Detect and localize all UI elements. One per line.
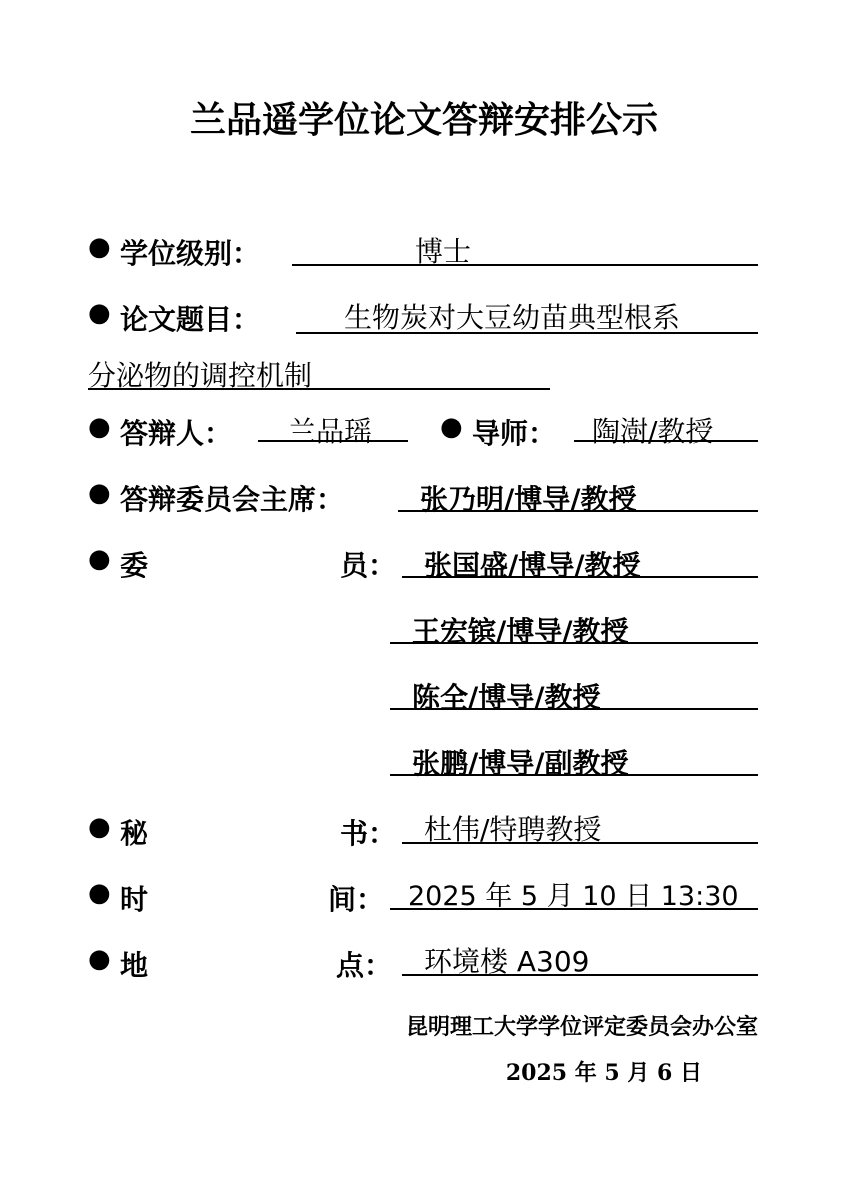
- time-value: 2025 年 5 月 10 日 13:30: [408, 881, 739, 912]
- place-underline: [402, 974, 758, 976]
- time-label-left: 时: [120, 883, 149, 916]
- member-underline-1: [402, 576, 758, 578]
- defender-underline: [258, 440, 408, 442]
- bullet-icon: ●: [88, 544, 111, 574]
- bullet-icon: ●: [440, 412, 463, 442]
- bullet-icon: ●: [88, 478, 111, 508]
- degree-label: 学位级别：: [120, 237, 261, 270]
- footer-org: 昆明理工大学学位评定委员会办公室: [405, 1014, 758, 1040]
- bullet-icon: ●: [88, 944, 111, 974]
- advisor-value: 陶澍/教授: [592, 415, 714, 448]
- members-label-right: 员：: [340, 549, 397, 582]
- secretary-label-right: 书：: [340, 817, 397, 850]
- advisor-underline: [574, 440, 758, 442]
- thesis-value-line2: 分泌物的调控机制: [88, 359, 313, 392]
- thesis-underline-2: [88, 388, 550, 390]
- member-underline-3: [390, 708, 758, 710]
- bullet-icon: ●: [88, 298, 111, 328]
- page-title: 兰品遥学位论文答辩安排公示: [189, 99, 658, 141]
- footer-date: 2025 年 5 月 6 日: [505, 1060, 702, 1086]
- degree-value: 博士: [415, 235, 472, 268]
- thesis-label: 论文题目：: [120, 303, 261, 336]
- chair-underline: [398, 510, 758, 512]
- member-value-4: 张鹏/博导/副教授: [412, 747, 629, 780]
- bullet-icon: ●: [88, 878, 111, 908]
- time-underline: [390, 908, 758, 910]
- bullet-icon: ●: [88, 232, 111, 262]
- defender-label: 答辩人：: [120, 417, 233, 450]
- secretary-label-left: 秘: [120, 817, 149, 850]
- members-label-left: 委: [120, 549, 149, 582]
- secretary-underline: [402, 842, 758, 844]
- thesis-value-line1: 生物炭对大豆幼苗典型根系: [344, 301, 681, 334]
- place-label-left: 地: [120, 949, 149, 982]
- time-label-right: 间：: [328, 883, 385, 916]
- member-underline-4: [390, 774, 758, 776]
- defender-value: 兰品瑶: [288, 415, 373, 448]
- advisor-label: 导师：: [472, 417, 557, 450]
- bullet-icon: ●: [88, 812, 111, 842]
- member-underline-2: [390, 642, 758, 644]
- place-label-right: 点：: [336, 949, 393, 982]
- member-value-1: 张国盛/博导/教授: [424, 549, 641, 582]
- chair-value: 张乃明/博导/教授: [420, 483, 637, 516]
- member-value-2: 王宏镔/博导/教授: [412, 615, 629, 648]
- degree-underline: [292, 264, 758, 266]
- bullet-icon: ●: [88, 412, 111, 442]
- chair-label: 答辩委员会主席：: [120, 483, 345, 516]
- secretary-value: 杜伟/特聘教授: [424, 813, 602, 846]
- place-value: 环境楼 A309: [424, 945, 590, 978]
- member-value-3: 陈全/博导/教授: [412, 681, 601, 714]
- thesis-underline-1: [296, 332, 758, 334]
